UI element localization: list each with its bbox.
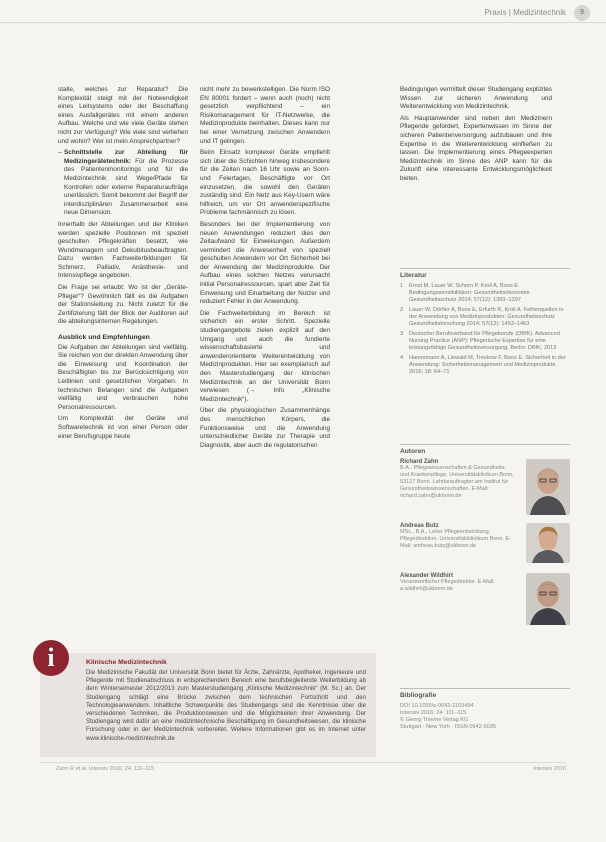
paragraph: Beim Einsatz komplexer Geräte empfiehlt sich über die Schichten hinweg insbesondere für die Zeiten nach 16 Uhr sowie an Sonn- und Feiertagen, Beschäftigte vor Ort einzusetzen, die sowohl den Geräten zuständig sind. Ein Netz aus Key-Usern wäre hilfreich, um vor Ort anwenderspezifische Probleme fachmännisch zu lösen. (200, 149, 330, 217)
literature-item: 4 Hannemann A, Liewald M, Treskow F, Boos E. Sicherheit in der Anwendung: Sicherheitsmanagement und Medizinprodukte 2016; 18: 64–71 (400, 355, 566, 375)
running-header: Praxis | Medizintechnik (484, 8, 566, 17)
bibliography-line: Intensiv 2016; 24: 111–115 (400, 710, 467, 716)
bullet-item (58, 149, 188, 218)
author-photo (526, 573, 570, 625)
bibliography-line: DOI 10.1055/s-0042-1103494 (400, 703, 474, 709)
bullet-text: Für die Prozesse des Patientenmonitorings und für die Medizintechnik sind Wege/Pfade für Kontrollen oder externe Reparaturaufträge unerlässlich. Somit bekommt der Begriff der interdisziplinären Zusammenarbeit eine neue Dimension. (64, 157, 188, 217)
author-entry (400, 523, 570, 567)
author-name: Andreas Butz (400, 523, 439, 529)
bibliography-box (400, 688, 570, 731)
author-name: Richard Zahn (400, 459, 439, 465)
literature-item: 1 Ernst M, Lauer W, Schorn P, Kroll A, Boos E. Bedingungssensibilitäten: Gesundheitsökonomie Gesundheitsschutz 2014; 57(12): 1393–1397 (400, 283, 530, 303)
paragraph: Als Hauptanwender sind neben den Medizinern Pflegende gefordert, Expertenwissen im Sinne der sicheren Patientenversorgung aufzubauen und ihre Expertise in die Weiterentwicklung einfließen zu lassen. Die Implementierung eines Pflegeexperten Medizintechnik im Sinne des ANP kann für die Zukunft eine interessante Entwicklungsmöglichkeit bieten. (400, 114, 552, 182)
literature-box (400, 268, 570, 379)
info-icon: i (33, 640, 69, 676)
author-description: Verantwortlicher Pflegedirektor. E-Mail: a.wildhirt@ukbonn.de (400, 579, 495, 592)
info-box-title: Klinische Medizintechnik (86, 659, 167, 666)
author-name: Alexander Wildhirt (400, 573, 453, 579)
paragraph: stalle, welches zur Reparatur? Die Komplexität steigt mit der Notwendigkeit eines Leitsystems oder der Beschaffung eines Ausfallgerätes mit einem anderen Aufbau. Welche und wie viele Geräte stehen nicht zur Verfügung? Wie viele sind verliehen und wohin? Wer ist mein Ansprechpartner? (58, 86, 188, 145)
author-entry (400, 573, 570, 627)
literature-title: Literatur (400, 272, 427, 279)
author-description: B.A., Pflegewissenschaften & Gesundheits- und Krankenpflege, Universitätsklinikum Bonn, 53127 Bonn. Lehrbeauftragter am Institut für Gesundheitswissenschaften. E-Mail: richard.zahn@ukbonn.de (400, 465, 514, 499)
author-entry (400, 459, 570, 517)
paragraph: Besonders bei der Implementierung von neuen Anwendungen reduziert dies den Zeitaufwand für Einweisungen. Außerdem vermindert die Anwesenheit von speziell geschulten Anwendern vor Ort Sicherheit bei der Anwendung der Medizinprodukte. Der Aufbau eines solchen Netzes verursacht initial Personalressourcen, spart aber Zeit für Einweisung und Einarbeitung der Nutzer und reduziert Fehler in der Anwendung. (200, 220, 330, 306)
text-column-1 (58, 86, 188, 444)
text-column-2 (200, 86, 330, 453)
authors-title: Autoren (400, 448, 426, 455)
author-photo (526, 459, 570, 515)
bibliography-line: © Georg Thieme Verlag KG (400, 717, 469, 723)
footer-journal: Intensiv 2016 (533, 766, 566, 772)
bibliography-title: Bibliografie (400, 692, 437, 699)
literature-item: 3 Deutscher Berufsverband für Pflegeberufe (DBfK). Advanced Nursing Practice (ANP): Pflegerische Expertise für eine leistungsfähige Gesundheitsversorgung. Berlin: DBfK; 2013 (400, 331, 560, 351)
paragraph: Über die physiologischen Zusammenhänge des menschlichen Körpers, die Funktionsweise und die Anwendung unterschiedlicher Geräte zur Therapie und Diagnostik, aber auch die regulatorischen (200, 407, 330, 449)
paragraph: Um Komplexität der Geräte und Softwaretechnik ist von einer Person oder einer Berufsgruppe heute (58, 415, 188, 440)
text-column-3 (400, 86, 552, 187)
author-description: MSc., B.A., Leiter Pflegeentwicklung, Pflegedirektion, Universitätsklinikum Bonn. E-Mail: andreas.butz@ukbonn.de (400, 529, 511, 549)
paragraph: nicht mehr zu bewerkstelligen. Die Norm ISO EN 80001 fordert – wenn auch (noch) nicht gesetzlich verpflichtend – ein Risikomanagement für IT-Netzwerke, die Medizinprodukte beinhalten. Dieses kann nur bei einer Vernetzung zwischen Anwendern und IT gelingen. (200, 86, 330, 145)
page-number: 9 (574, 5, 590, 21)
header-rule (0, 22, 606, 23)
info-box-text: Die Medizinische Fakultät der Universität Bonn bietet für Ärzte, Zahnärzte, Apotheker, Ingenieure und Pflegende mit Studienabschluss in entsprechendem Bereich eine berufsbegleitende Weiterbildung ab dem Wintersemester 2012/2013 zum Masterstudiengang „Klinische Medizintechnik“ (M. Sc.) an. Der Studiengang schlägt eine Brücke zwischen dem technischen Fortschritt und den Technologieanwendern. Inhaltliche Schwerpunkte des Studiengangs sind die Kenntnisse über die verschiedenen Techniken, die Produktionsweisen und die Möglichkeiten ihrer Anwendung. Der Studiengang wird dafür an eine medizintechnische Beschäftigung im Gesundheitswesen, die klinische Forschung oder in der Medizintechnik vorbereitet. Weitere Informationen gibt es im Internet unter www.klinische-medizintechnik.de (86, 669, 366, 742)
section-title: Ausblick und Empfehlungen (58, 334, 150, 342)
author-photo (526, 523, 570, 563)
paragraph: Bedingungen vermittelt dieser Studiengang explizites Wissen zur sicheren Anwendung und Weiterentwicklung von Medizintechnik. (400, 86, 552, 111)
footer-citation: Zahn R et al. Intensiv 2016; 24: 111–115 (56, 766, 155, 772)
literature-item: 2 Lauer W, Dörfler A, Boos E, Erfurth R, Kroll A. Fehlerquellen in der Anwendung von Medizinprodukten: Gesundheitsschutz Gesundheitsforschung 2014; 57(12): 1453–1463 (400, 307, 564, 327)
paragraph: Die Frage sei erlaubt: Wo ist der „Geräte-Pfleger“? Gewöhnlich fällt es die Aufgaben der Stationsleitung zu. Nicht zuletzt für die Zertifizierung fällt der Blick der Auditoren auf die abteilungsinternen Regelungen. (58, 284, 188, 326)
paragraph: Die Fachweiterbildung im Bereich ist sicherlich ein erster Schritt. Spezielle studiengangebote zielen explizit auf den Umgang und auch die fundierte wissenschaftsbasierte und anwenderorientierte Weiterentwicklung von Medizinprodukten. Hier sei exemplarisch auf den Masterstudiengang der klinischen Medizintechnik an der Universität Bonn verwiesen (→ Info „Klinische Medizintechnik“). (200, 309, 330, 403)
bullet-label: Schnittstelle zur Abteilung für Medizingerätetechnik: (64, 149, 188, 165)
bibliography-line: Stuttgart · New York · ISSN 0942-6035 (400, 724, 497, 730)
footer-rule (40, 762, 566, 763)
authors-box (400, 444, 570, 633)
paragraph: Die Aufgaben der Abteilungen sind vielfältig. Sie reichen von der direkten Anwendung über die Einweisung und Koordination der Beschäftigten bis zur Berücksichtigung von Leitlinien und gesetzlichen Vorgaben. In technischen Belangen sind die Aufgaben vielfältig und verbrauchen hohe Personalressourcen. (58, 343, 188, 411)
paragraph: Innerhalb der Abteilungen und der Kliniken werden spezielle Positionen mit speziell geschulten Pflegekräften besetzt, wie Wundmanagern und Dekubitusbeauftragten. Dazu werden Fachweiterbildungen für Schmerz, Palliativ, Anästhesie- und Intensivpflege angeboten. (58, 220, 188, 280)
